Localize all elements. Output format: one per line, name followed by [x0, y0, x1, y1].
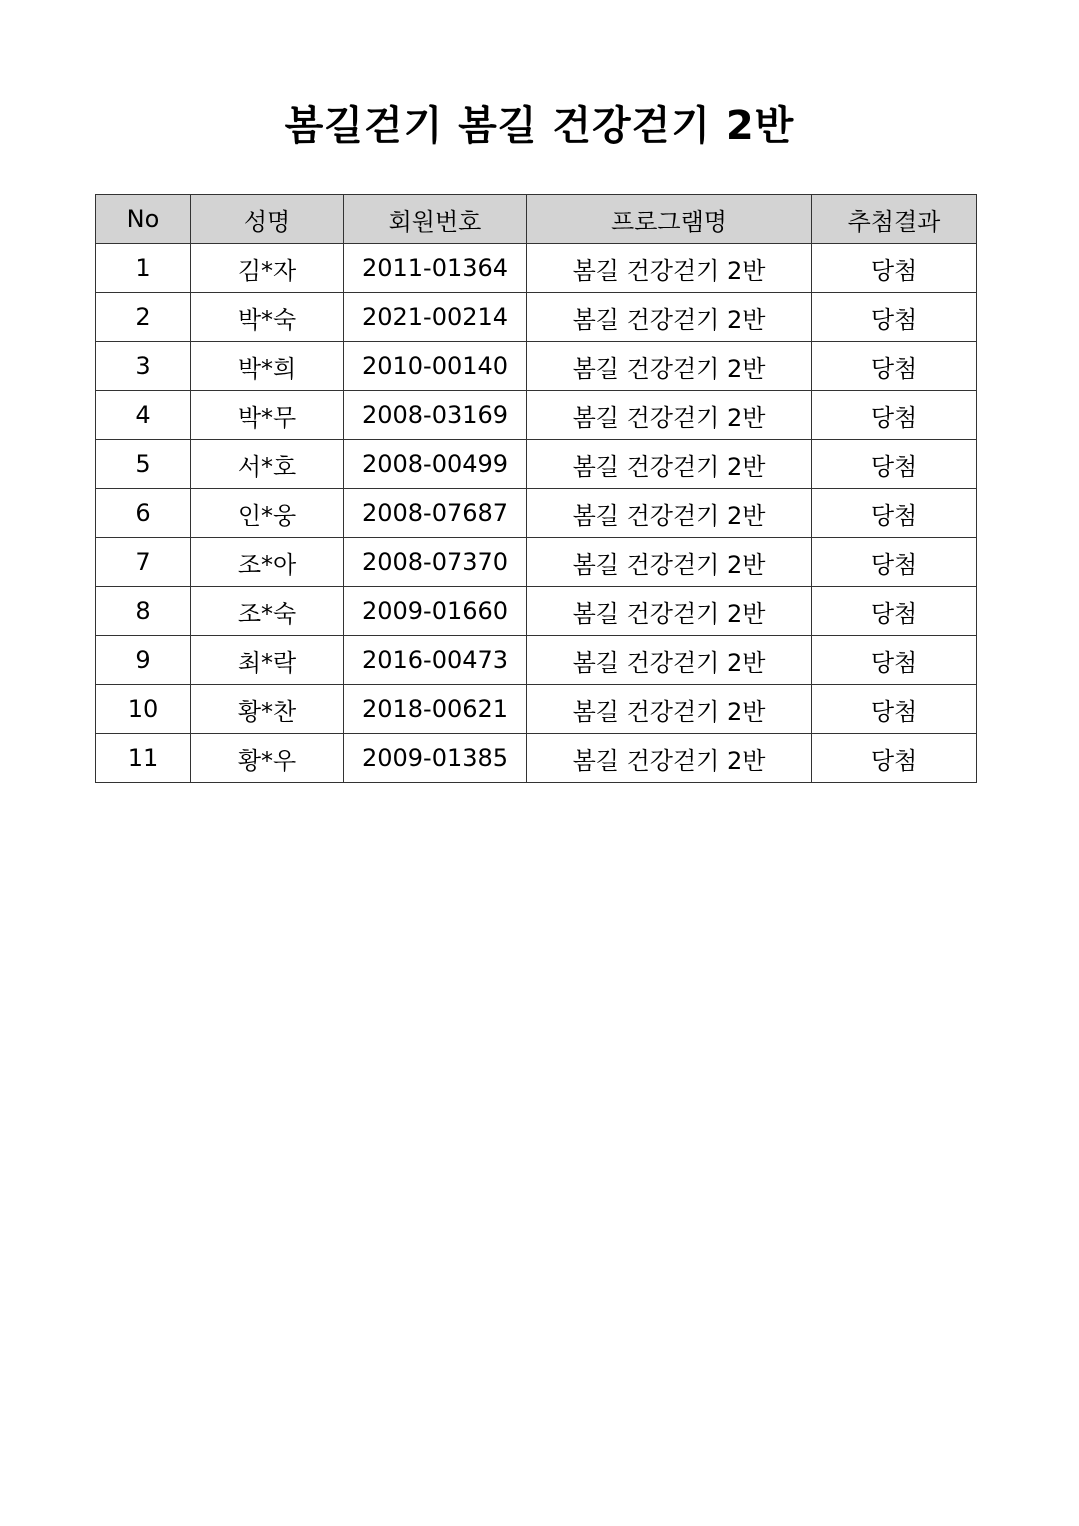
cell-name: 황*우 — [191, 734, 344, 783]
column-header-program: 프로그램명 — [527, 195, 812, 244]
cell-program: 봄길 건강걷기 2반 — [527, 538, 812, 587]
cell-result: 당첨 — [812, 489, 977, 538]
cell-name: 박*무 — [191, 391, 344, 440]
cell-result: 당첨 — [812, 293, 977, 342]
cell-program: 봄길 건강걷기 2반 — [527, 440, 812, 489]
cell-program: 봄길 건강걷기 2반 — [527, 244, 812, 293]
table-row — [96, 440, 977, 489]
table-row — [96, 587, 977, 636]
cell-name: 박*희 — [191, 342, 344, 391]
cell-name: 박*숙 — [191, 293, 344, 342]
cell-member-id: 2008-07687 — [344, 489, 527, 538]
cell-program: 봄길 건강걷기 2반 — [527, 293, 812, 342]
cell-program: 봄길 건강걷기 2반 — [527, 734, 812, 783]
cell-program: 봄길 건강걷기 2반 — [527, 587, 812, 636]
cell-no: 7 — [96, 538, 191, 587]
cell-no: 1 — [96, 244, 191, 293]
cell-program: 봄길 건강걷기 2반 — [527, 636, 812, 685]
table-row — [96, 391, 977, 440]
cell-member-id: 2011-01364 — [344, 244, 527, 293]
cell-no: 6 — [96, 489, 191, 538]
cell-result: 당첨 — [812, 734, 977, 783]
cell-member-id: 2008-07370 — [344, 538, 527, 587]
cell-name: 최*락 — [191, 636, 344, 685]
table-row — [96, 636, 977, 685]
cell-member-id: 2008-00499 — [344, 440, 527, 489]
table-header-row — [96, 195, 977, 244]
cell-result: 당첨 — [812, 391, 977, 440]
column-header-result: 추첨결과 — [812, 195, 977, 244]
table-row — [96, 342, 977, 391]
cell-member-id: 2008-03169 — [344, 391, 527, 440]
cell-result: 당첨 — [812, 538, 977, 587]
column-header-no: No — [96, 195, 191, 244]
cell-no: 4 — [96, 391, 191, 440]
table-row — [96, 734, 977, 783]
cell-result: 당첨 — [812, 440, 977, 489]
table-row — [96, 489, 977, 538]
cell-no: 10 — [96, 685, 191, 734]
cell-no: 8 — [96, 587, 191, 636]
cell-name: 조*숙 — [191, 587, 344, 636]
column-header-name: 성명 — [191, 195, 344, 244]
page-title: 봄길걷기 봄길 건강걷기 2반 — [284, 103, 795, 149]
cell-no: 3 — [96, 342, 191, 391]
cell-no: 9 — [96, 636, 191, 685]
cell-member-id: 2010-00140 — [344, 342, 527, 391]
cell-name: 조*아 — [191, 538, 344, 587]
cell-no: 5 — [96, 440, 191, 489]
cell-name: 인*웅 — [191, 489, 344, 538]
table-row — [96, 538, 977, 587]
cell-program: 봄길 건강걷기 2반 — [527, 342, 812, 391]
table-row — [96, 685, 977, 734]
cell-result: 당첨 — [812, 636, 977, 685]
cell-result: 당첨 — [812, 685, 977, 734]
cell-member-id: 2021-00214 — [344, 293, 527, 342]
cell-program: 봄길 건강걷기 2반 — [527, 489, 812, 538]
cell-name: 김*자 — [191, 244, 344, 293]
cell-no: 2 — [96, 293, 191, 342]
cell-member-id: 2018-00621 — [344, 685, 527, 734]
cell-result: 당첨 — [812, 587, 977, 636]
results-table — [95, 194, 977, 783]
cell-member-id: 2009-01660 — [344, 587, 527, 636]
cell-member-id: 2016-00473 — [344, 636, 527, 685]
cell-member-id: 2009-01385 — [344, 734, 527, 783]
cell-result: 당첨 — [812, 244, 977, 293]
cell-name: 황*찬 — [191, 685, 344, 734]
cell-no: 11 — [96, 734, 191, 783]
cell-program: 봄길 건강걷기 2반 — [527, 391, 812, 440]
cell-program: 봄길 건강걷기 2반 — [527, 685, 812, 734]
table-row — [96, 244, 977, 293]
cell-name: 서*호 — [191, 440, 344, 489]
column-header-member-id: 회원번호 — [344, 195, 527, 244]
cell-result: 당첨 — [812, 342, 977, 391]
table-row — [96, 293, 977, 342]
